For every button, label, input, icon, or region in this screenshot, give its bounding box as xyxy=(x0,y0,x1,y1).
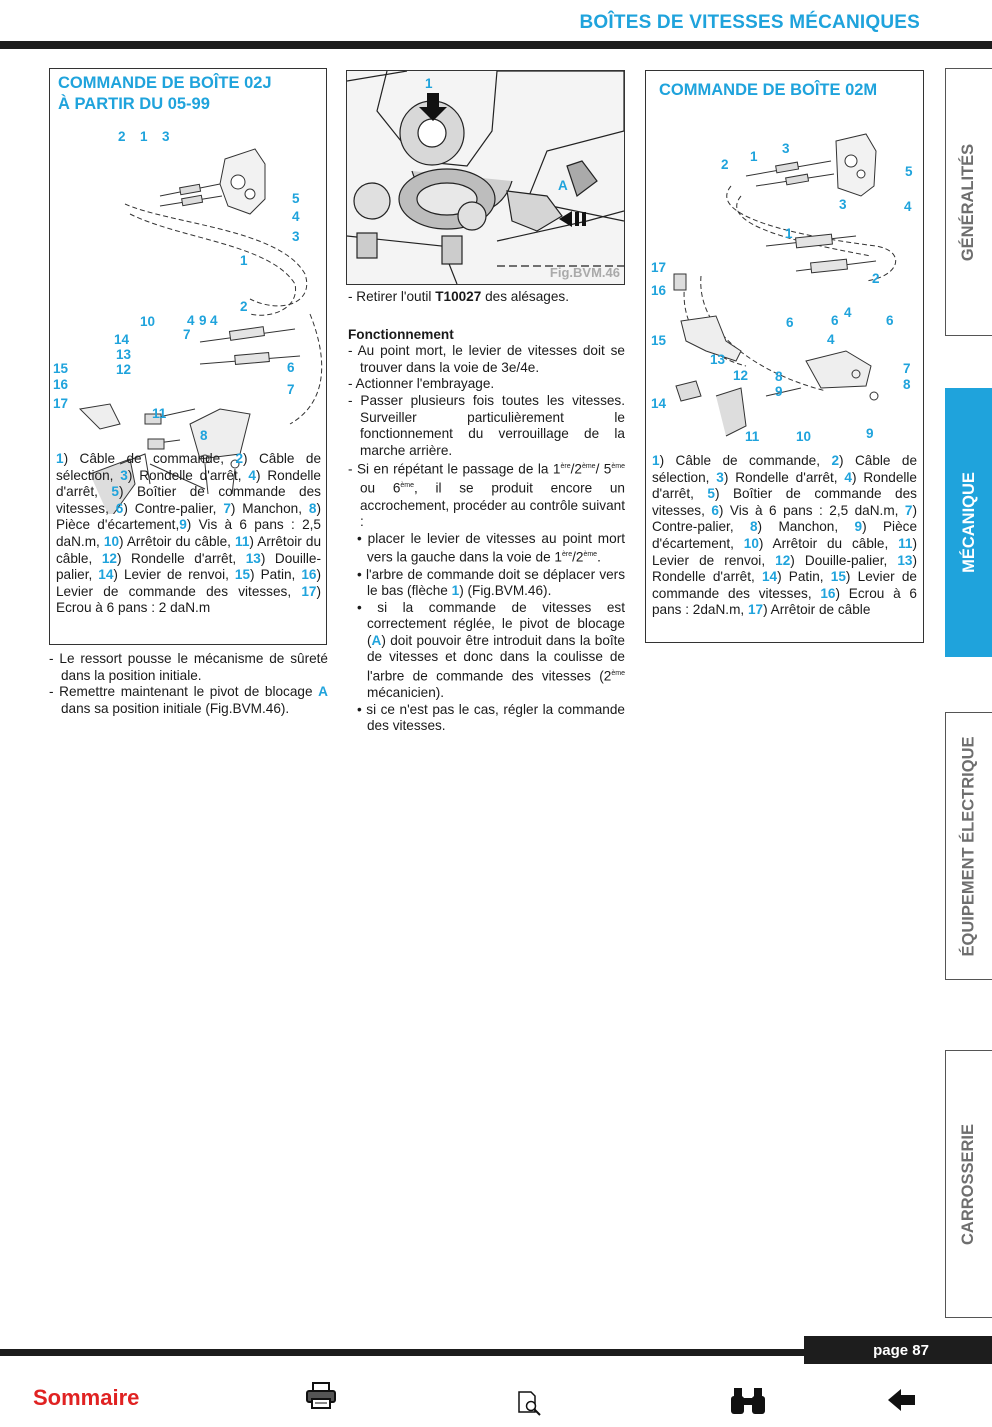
callout: 2 xyxy=(872,271,880,286)
figure-caption: Fig.BVM.46 xyxy=(549,265,620,280)
callout: 4 xyxy=(187,313,195,328)
callout: 4 xyxy=(844,305,852,320)
callout: 5 xyxy=(905,164,913,179)
legend-number: 13 xyxy=(897,552,913,568)
legend-text: ) Vis à 6 pans : 2,5 daN.m, xyxy=(718,502,905,518)
t: /2 xyxy=(572,549,584,565)
legend-text: ) Rondelle d'arrêt, xyxy=(652,552,917,585)
zoom-page-icon[interactable] xyxy=(517,1390,545,1423)
legend-text: ) Manchon, xyxy=(757,519,855,535)
sup: ème xyxy=(611,463,625,471)
callout: 14 xyxy=(114,332,130,347)
note-pivot xyxy=(49,684,328,717)
spacer xyxy=(348,306,625,327)
legend-number: 13 xyxy=(245,550,261,566)
legend-text: ) Douille-palier, xyxy=(790,552,898,568)
header-rule xyxy=(0,41,992,49)
callout: 8 xyxy=(775,369,783,384)
legend-number: 3 xyxy=(120,467,128,483)
legend-number: 4 xyxy=(248,467,256,483)
legend-number: 16 xyxy=(820,585,836,601)
printer-icon[interactable] xyxy=(305,1382,337,1415)
legend-text: ) Arrêtoir de câble xyxy=(763,602,871,618)
step-retirer-end: des alésages. xyxy=(485,289,569,304)
legend-number: 9 xyxy=(854,519,863,535)
box-02j-legend xyxy=(56,451,321,617)
step-retirer-text: - Retirer l'outil xyxy=(348,289,432,304)
callout: 7 xyxy=(287,382,295,397)
legend-number: 15 xyxy=(234,567,251,583)
t: • l'arbre de commande doit se déplacer vers le bas (flèche xyxy=(357,566,625,599)
sup: ère xyxy=(561,551,573,559)
t: • si la commande de vitesses est correctement réglée, le pivot de blocage ( xyxy=(357,599,625,648)
legend-text: ) Rondelle d'arrêt, xyxy=(56,467,321,500)
legend-number: 6 xyxy=(115,500,124,516)
tab-carrosserie-label: CARROSSERIE xyxy=(959,1123,978,1245)
tab-generalites[interactable] xyxy=(945,68,992,336)
callout: 4 xyxy=(210,313,218,328)
legend-text: ) Manchon, xyxy=(230,500,309,516)
callout: 9 xyxy=(775,384,783,399)
sup: ème xyxy=(583,551,598,559)
legend-number: 7 xyxy=(904,502,913,518)
callout: 16 xyxy=(651,283,667,298)
legend-text: ) Contre-palier, xyxy=(123,500,224,516)
legend-text: ) Rondelle d'arrêt, xyxy=(652,469,917,502)
callout: 12 xyxy=(116,362,132,377)
cable-diagram-02m xyxy=(646,126,923,456)
legend-number: 14 xyxy=(98,567,114,583)
binoculars-icon[interactable] xyxy=(729,1386,767,1421)
legend-number: 2 xyxy=(235,451,243,466)
tab-equipement-electrique[interactable] xyxy=(945,712,992,980)
legend-text: ) Câble de commande, xyxy=(63,451,236,466)
callout: 4 xyxy=(904,199,912,214)
callout: 13 xyxy=(116,347,132,362)
legend-number: 12 xyxy=(775,552,791,568)
legend-text: ) Patin, xyxy=(250,567,302,583)
legend-number: 16 xyxy=(301,567,317,583)
legend-number: 5 xyxy=(707,486,715,502)
page-number: page 87 xyxy=(804,1336,992,1364)
col1-notes xyxy=(49,651,328,717)
bullet-pivot xyxy=(348,600,625,702)
sup: ème xyxy=(581,463,596,471)
legend-text: ) Arrêtoir du câble, xyxy=(119,533,236,549)
legend-number: 11 xyxy=(898,535,913,551)
item-point-mort: - Au point mort, le levier de vitesses doit se trouver dans la voie de 3e/4e. xyxy=(348,343,625,375)
callout: 9 xyxy=(866,426,874,441)
legend-text: ) Ecrou à 6 pans : 2 daN.m xyxy=(56,583,321,616)
callout: 2 xyxy=(118,129,126,144)
legend-number: 5 xyxy=(111,484,119,500)
callout: 17 xyxy=(651,260,667,275)
legend-text: ) Ecrou à 6 pans : 2daN.m, xyxy=(652,585,917,618)
t: , il se produit encore un accrochement, procéder au contrôle suivant : xyxy=(360,481,625,530)
legend-text: ) Vis à 6 pans : 2,5 daN.m, xyxy=(56,517,321,549)
figure-pivot-label: A xyxy=(558,178,568,193)
callout: 1 xyxy=(240,253,248,268)
t: ou 6 xyxy=(360,481,401,496)
box-02m-title: COMMANDE DE BOÎTE 02M xyxy=(659,81,878,99)
note-pivot-end: dans sa position initiale (Fig.BVM.46). xyxy=(61,700,290,716)
legend-text: ) Câble de commande, xyxy=(659,453,832,468)
tool-ref: T10027 xyxy=(435,289,482,304)
callout: 7 xyxy=(183,327,191,342)
sup: ème xyxy=(611,670,625,678)
legend-text: ) Boîtier de commande des vitesses, xyxy=(56,484,321,516)
legend-number: 15 xyxy=(830,569,846,585)
t: mécanicien). xyxy=(367,685,445,701)
step-retirer xyxy=(348,289,625,306)
note-pivot-A: A xyxy=(318,684,328,700)
note-spring: - Le ressort pousse le mécanisme de sûreté dans la position initiale. xyxy=(49,651,328,683)
callout: 3 xyxy=(292,229,300,244)
item-repetant xyxy=(348,459,625,530)
callout: 1 xyxy=(140,129,148,144)
box-02m xyxy=(645,70,924,643)
callout: 5 xyxy=(292,191,300,206)
ref-1: 1 xyxy=(451,583,460,599)
callout: 17 xyxy=(53,396,69,411)
back-arrow-icon[interactable] xyxy=(888,1388,916,1417)
callout: 11 xyxy=(745,429,760,444)
legend-text: ) Boîtier de commande des vitesses, xyxy=(652,486,917,518)
legend-number: 8 xyxy=(749,519,758,535)
legend-text: ) Levier de renvoi, xyxy=(113,567,235,583)
tab-mecanique[interactable] xyxy=(945,388,992,657)
callout: 4 xyxy=(827,332,835,347)
legend-text: ) Rondelle d'arrêt, xyxy=(116,550,246,566)
legend-number: 2 xyxy=(831,453,839,468)
heading-fonctionnement: Fonctionnement xyxy=(348,326,454,342)
page-header-title: BOÎTES DE VITESSES MÉCANIQUES xyxy=(579,12,920,33)
t: ) doit pouvoir être introduit dans la boîte de vitesses et donc dans la coulisse de l'arbre de commande des vitesses (2 xyxy=(367,632,625,684)
legend-number: 17 xyxy=(747,602,764,618)
legend-number: 14 xyxy=(761,569,778,585)
legend-text: ) Arrêtoir du câble, xyxy=(758,535,899,551)
callout: 16 xyxy=(53,377,69,392)
box-02j-title xyxy=(58,73,272,115)
box-02j xyxy=(49,68,327,645)
item-passer: - Passer plusieurs fois toutes les vitesses. Surveiller particulièrement le fonctionnement du verrouillage de la marche arrière. xyxy=(348,392,625,458)
t: /2 xyxy=(570,461,582,477)
sommaire-link[interactable]: Sommaire xyxy=(33,1385,140,1410)
legend-number: 1 xyxy=(56,451,64,466)
callout: 3 xyxy=(839,197,847,212)
ref-A: A xyxy=(371,632,382,648)
t: - Si en répétant le passage de la 1 xyxy=(348,461,561,477)
t: ) (Fig.BVM.46). xyxy=(459,583,552,599)
legend-text: ) Pièce d'écartement, xyxy=(56,500,322,533)
callout: 6 xyxy=(831,313,839,328)
tab-equipement-label: ÉQUIPEMENT ÉLECTRIQUE xyxy=(959,735,978,957)
gearbox-photo xyxy=(347,71,624,284)
callout: 2 xyxy=(721,157,729,172)
legend-number: 17 xyxy=(301,583,317,599)
figure-bvm46 xyxy=(346,70,625,285)
callout: 13 xyxy=(710,352,726,367)
callout: 3 xyxy=(782,141,790,156)
figure-arrow-label: 1 xyxy=(425,76,433,91)
callout: 6 xyxy=(886,313,894,328)
legend-text: ) Douille-palier, xyxy=(56,550,321,583)
callout: 10 xyxy=(140,314,156,329)
callout: 6 xyxy=(287,360,295,375)
legend-number: 7 xyxy=(223,500,231,516)
legend-text: ) Contre-palier, xyxy=(652,502,917,535)
callout: 9 xyxy=(199,313,207,328)
callout: 2 xyxy=(240,299,248,314)
bullet-placer xyxy=(348,531,625,567)
tab-mecanique-label: MÉCANIQUE xyxy=(959,472,978,573)
box-02m-legend xyxy=(652,453,917,619)
callout: 7 xyxy=(903,361,911,376)
t: . xyxy=(597,549,601,565)
callout: 8 xyxy=(200,428,208,443)
callout: 1 xyxy=(785,226,793,241)
legend-number: 4 xyxy=(844,469,852,485)
callout: 14 xyxy=(651,396,667,411)
legend-number: 8 xyxy=(308,500,317,516)
tab-carrosserie[interactable] xyxy=(945,1050,992,1318)
t: • placer le levier de vitesses au point mort vers la gauche dans la voie de 1 xyxy=(357,530,625,565)
legend-number: 3 xyxy=(716,469,724,485)
legend-text: ) Câble de sélection, xyxy=(56,451,322,483)
callout: 6 xyxy=(786,315,794,330)
callout: 8 xyxy=(903,377,911,392)
col2-text xyxy=(348,289,625,735)
t: / 5 xyxy=(595,461,612,477)
legend-number: 6 xyxy=(711,502,719,518)
legend-text: ) Levier de commande des vitesses, xyxy=(56,567,321,599)
legend-text: ) Rondelle d'arrêt, xyxy=(723,469,845,485)
box-02j-title-line1: COMMANDE DE BOÎTE 02J xyxy=(58,74,272,92)
legend-number: 11 xyxy=(235,533,250,549)
note-pivot-text: - Remettre maintenant le pivot de blocage xyxy=(49,684,313,700)
legend-text: ) Arrêtoir du câble, xyxy=(56,533,322,566)
item-embrayage: - Actionner l'embrayage. xyxy=(348,376,495,392)
legend-text: ) Patin, xyxy=(777,569,831,585)
sup: ère xyxy=(560,463,571,471)
bullet-regler: • si ce n'est pas le cas, régler la commande des vitesses. xyxy=(357,701,625,734)
callout: 12 xyxy=(733,368,749,383)
callout: 3 xyxy=(162,129,170,144)
legend-number: 10 xyxy=(103,533,120,549)
legend-text: ) Câble de sélection, xyxy=(652,453,918,485)
callout: 10 xyxy=(796,429,812,444)
legend-number: 12 xyxy=(101,550,117,566)
legend-number: 9 xyxy=(179,517,187,533)
callout: 1 xyxy=(750,149,758,164)
legend-number: 1 xyxy=(652,453,660,468)
box-02j-title-line2: À PARTIR DU 05-99 xyxy=(58,95,210,113)
callout: 15 xyxy=(53,361,69,376)
callout: 4 xyxy=(292,209,300,224)
callout: 15 xyxy=(651,333,667,348)
legend-text: ) Rondelle d'arrêt, xyxy=(127,467,249,483)
legend-number: 10 xyxy=(743,535,759,551)
legend-text: ) Levier de renvoi, xyxy=(652,535,917,568)
legend-text: ) Levier de commande des vitesses, xyxy=(652,569,917,601)
tab-generalites-label: GÉNÉRALITÉS xyxy=(959,143,978,261)
legend-text: ) Pièce d'écartement, xyxy=(652,519,917,551)
callout: 11 xyxy=(152,406,167,421)
sup: ème xyxy=(400,482,415,490)
bullet-arbre xyxy=(348,567,625,600)
